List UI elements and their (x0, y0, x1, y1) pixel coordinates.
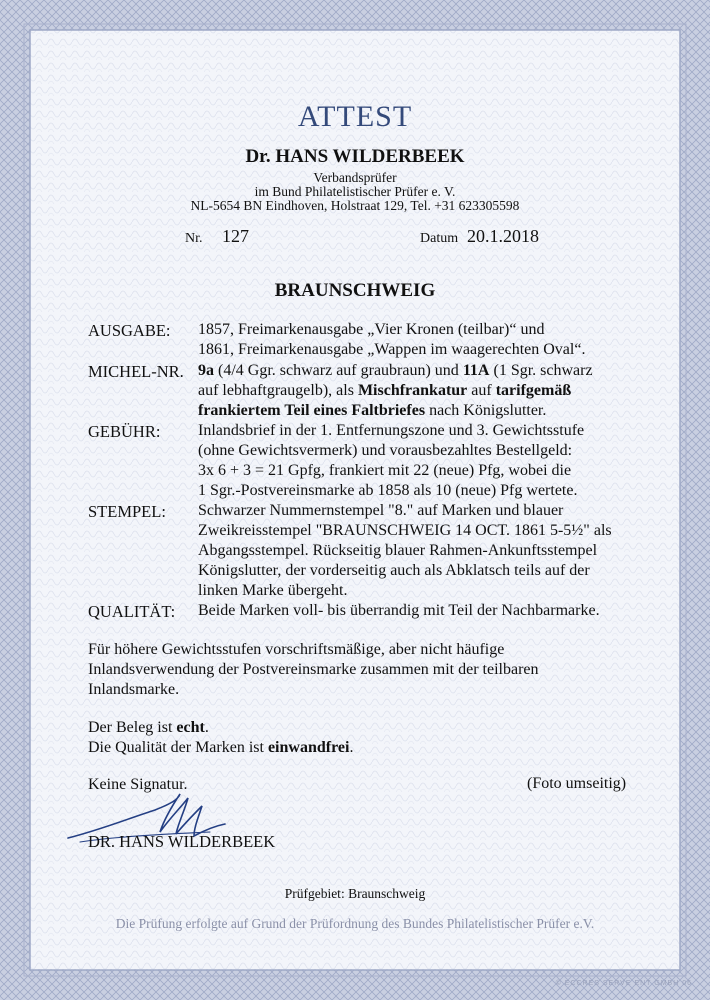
examiner-role: Verbandsprüfer (313, 170, 397, 185)
stempel-line: Zweikreisstempel "BRAUNSCHWEIG 14 OCT. 1861 5-5½" als (198, 522, 612, 539)
examiner-association: im Bund Philatelistischer Prüfer e. V. (254, 184, 456, 199)
section-label-qualitaet: QUALITÄT: (88, 602, 176, 621)
printer-mark: © ECCRES SERVE ENT GMBH 06 (555, 980, 692, 987)
genuineness-statement: Der Beleg ist echt. (88, 719, 209, 736)
remark-line: Inlandsverwendung der Postvereinsmarke zusammen mit der teilbaren (88, 661, 539, 678)
examination-area: Prüfgebiet: Braunschweig (284, 886, 426, 901)
signer-name: DR. HANS WILDERBEEK (88, 832, 276, 851)
remark-line: Für höhere Gewichtsstufen vorschriftsmäßige, aber nicht häufige (88, 641, 505, 658)
remark-line: Inlandsmarke. (88, 681, 180, 698)
no-signature-note: Keine Signatur. (88, 776, 188, 793)
section-label-ausgabe: AUSGABE: (88, 321, 171, 340)
subject-heading: BRAUNSCHWEIG (274, 280, 436, 301)
examiner-name: Dr. HANS WILDERBEEK (245, 146, 465, 167)
michel-line-2: auf lebhaftgraugelb), als Mischfrankatur auf tarifgemäß (198, 382, 572, 399)
michel-line-3: frankiertem Teil eines Faltbriefes nach Königslutter. (198, 402, 547, 419)
stempel-line: Abgangsstempel. Rückseitig blauer Rahmen-Ankunftsstempel (198, 542, 598, 559)
number-value: 127 (222, 226, 249, 246)
gebuehr-line: 1 Sgr.-Postvereinsmarke ab 1858 als 10 (neue) Pfg wertete. (198, 482, 578, 499)
michel-line-1: 9a (4/4 Ggr. schwarz auf graubraun) und 11A (1 Sgr. schwarz (198, 362, 593, 379)
date-label: Datum (420, 231, 459, 246)
ausgabe-line: 1861, Freimarkenausgabe „Wappen im waagerechten Oval“. (198, 341, 586, 358)
regulation-footer: Die Prüfung erfolgte auf Grund der Prüfordnung des Bundes Philatelistischer Prüfer e.V. (115, 916, 595, 931)
stempel-line: Schwarzer Nummernstempel "8." auf Marken und blauer (198, 502, 564, 519)
stempel-line: linken Marke übergeht. (198, 582, 348, 599)
stempel-line: Königslutter, der vorderseitig auch als Abklatsch teils auf der (198, 562, 590, 579)
photo-note: (Foto umseitig) (527, 775, 627, 792)
date-value: 20.1.2018 (467, 226, 539, 246)
gebuehr-line: (ohne Gewichtsvermerk) und vorausbezahltes Bestellgeld: (198, 442, 573, 459)
document-title: ATTEST (297, 100, 413, 133)
examiner-address: NL-5654 BN Eindhoven, Holstraat 129, Tel. +31 623305598 (190, 198, 520, 213)
section-label-stempel: STEMPEL: (88, 502, 166, 521)
section-label-michel: MICHEL-NR. (88, 362, 184, 381)
section-label-gebuehr: GEBÜHR: (88, 422, 161, 441)
number-label: Nr. (185, 231, 203, 246)
gebuehr-line: Inlandsbrief in der 1. Entfernungszone und 3. Gewichtsstufe (198, 422, 585, 439)
gebuehr-line: 3x 6 + 3 = 21 Gpfg, frankiert mit 22 (neue) Pfg, wobei die (198, 462, 572, 479)
quality-statement: Die Qualität der Marken ist einwandfrei. (88, 739, 354, 756)
ausgabe-line: 1857, Freimarkenausgabe „Vier Kronen (teilbar)“ und (198, 321, 545, 338)
qualitaet-line: Beide Marken voll- bis überrandig mit Teil der Nachbarmarke. (198, 602, 600, 619)
